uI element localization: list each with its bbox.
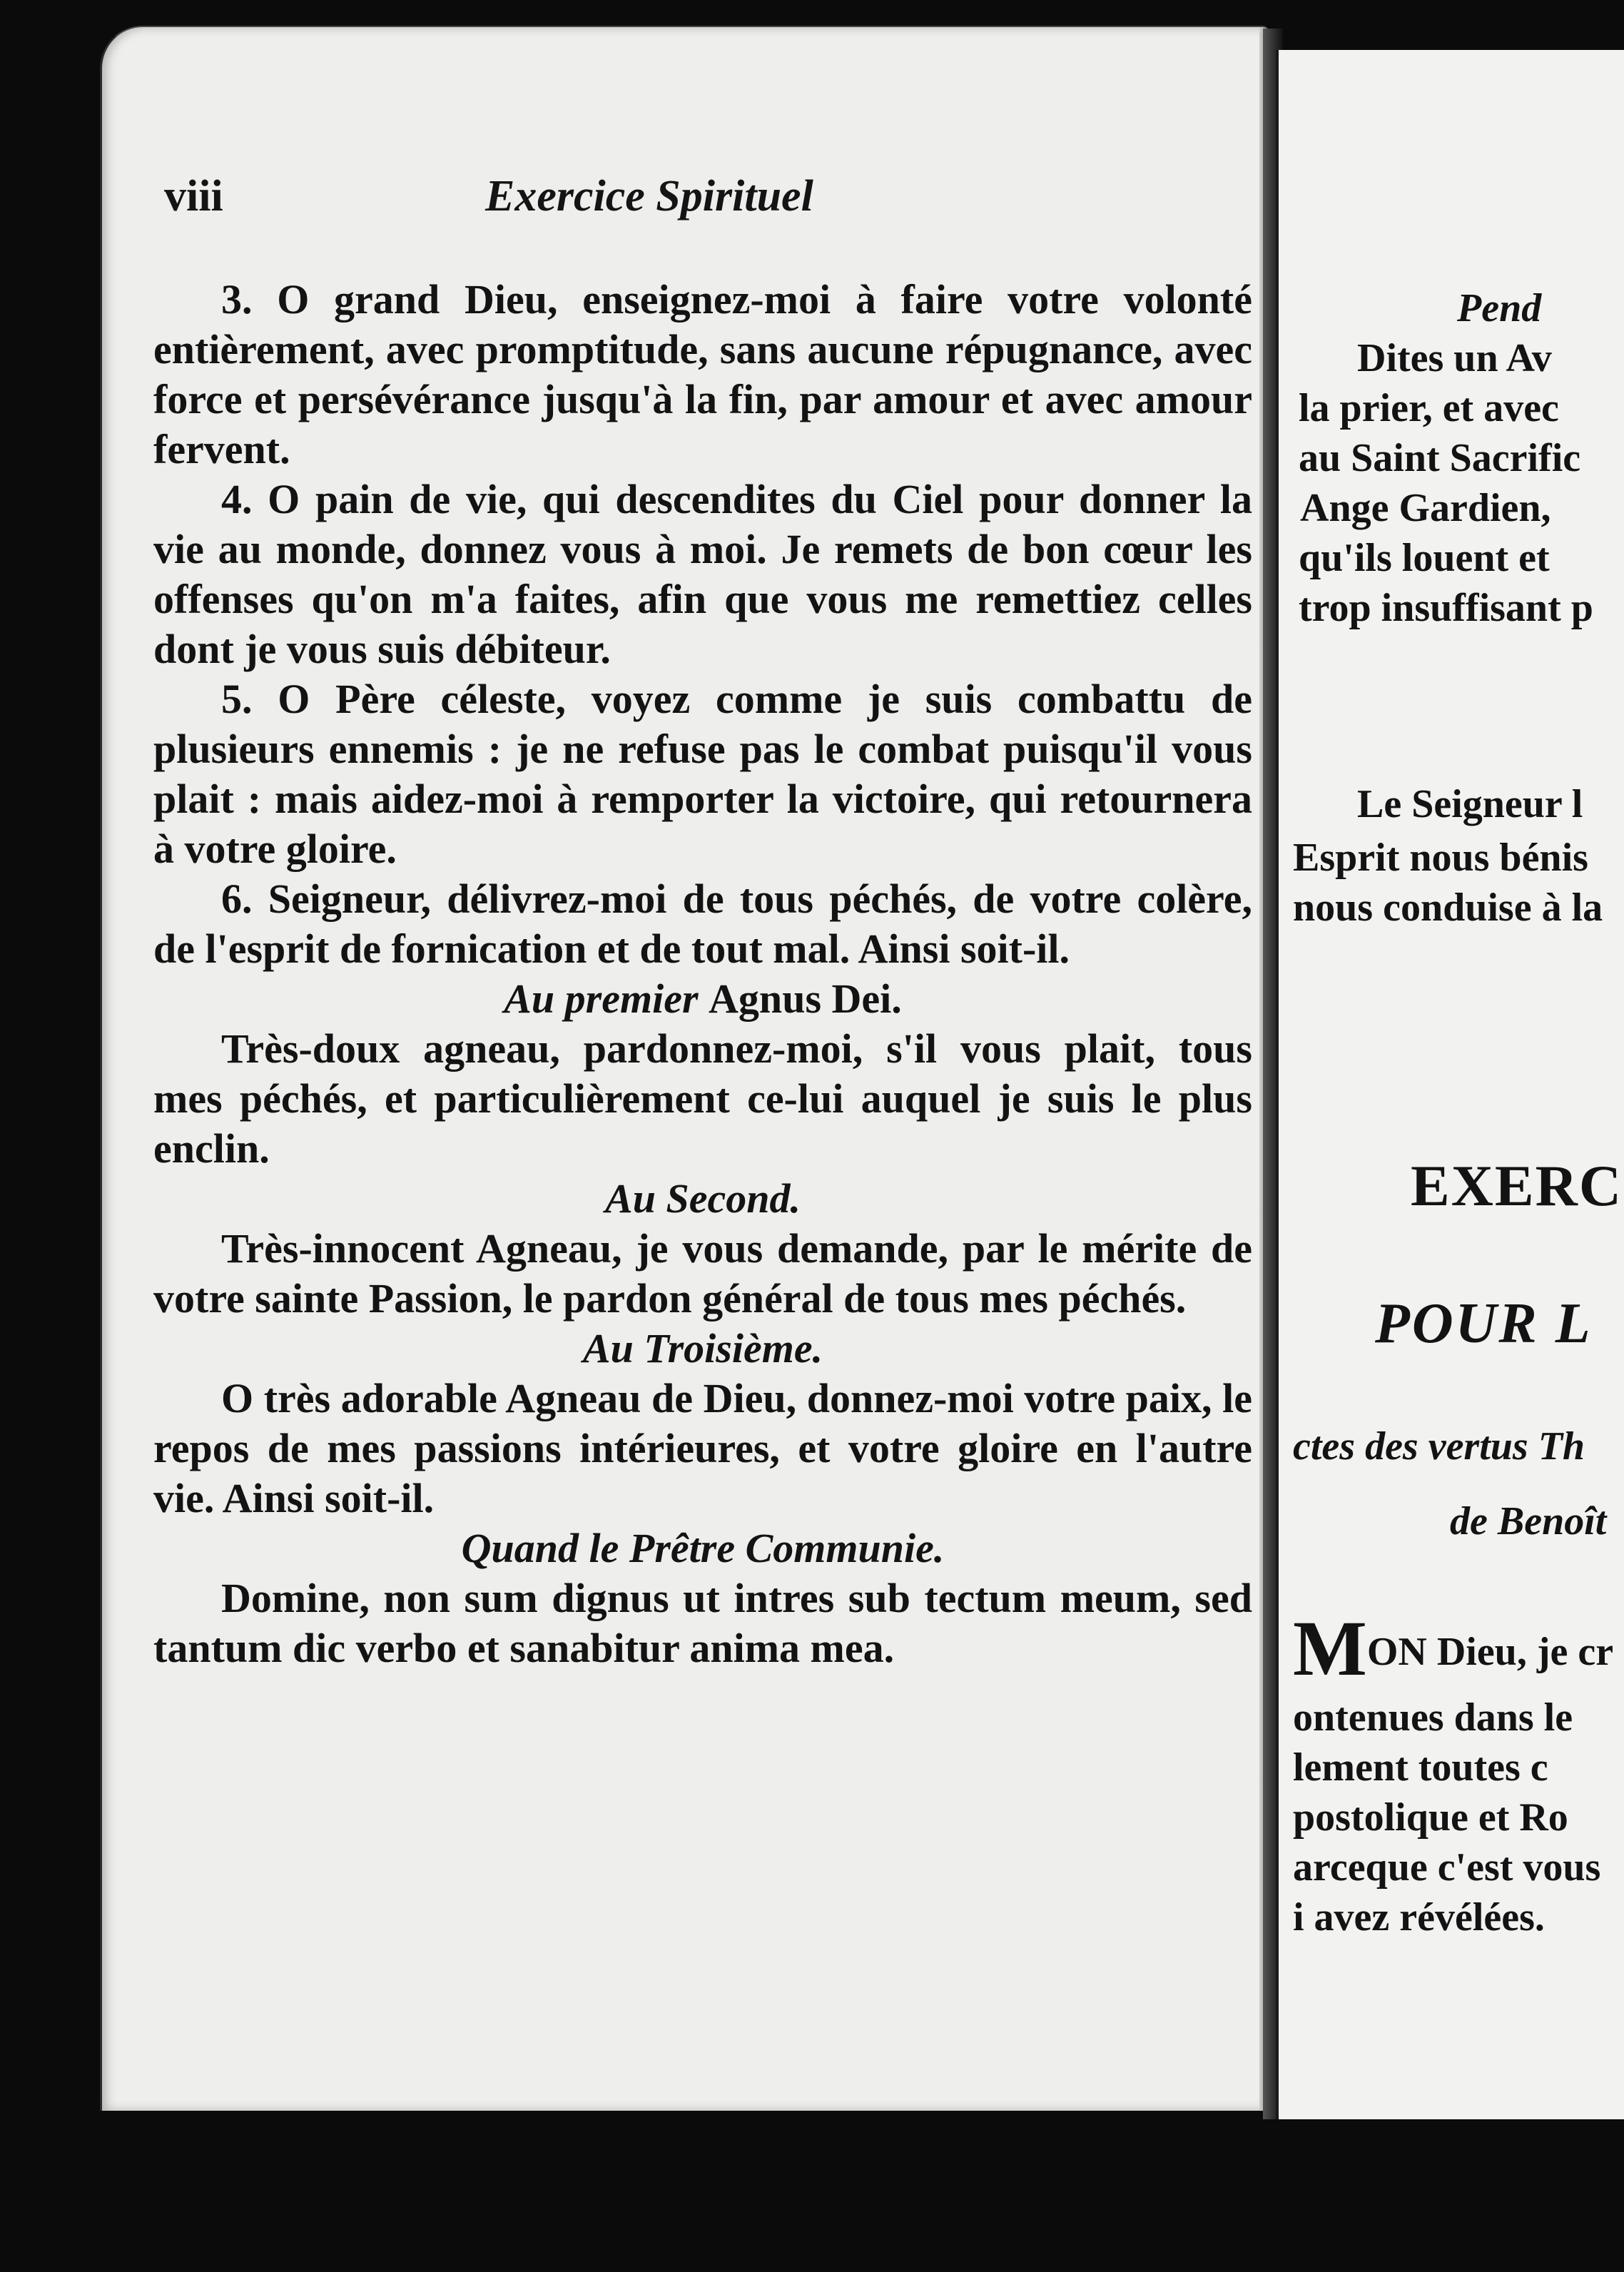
section-heading-plain: Agnus Dei. (709, 975, 902, 1022)
left-page-text (153, 275, 1252, 1673)
section-heading (153, 1324, 1252, 1374)
paragraph: 5. O Père céleste, voyez comme je suis combattu de plusieurs ennemis : je ne refuse pas le combat puisqu'il vous plait : mais aidez-moi à remporter la victoire, qui retournera à votre gloire. (153, 676, 1252, 872)
right-page-line: de Benoît (1450, 1499, 1607, 1543)
right-page-line: Esprit nous bénis (1293, 836, 1588, 880)
right-page-line: Dites un Av (1357, 336, 1552, 380)
running-head (164, 171, 1149, 235)
right-page-line: la prier, et avec (1299, 386, 1559, 430)
right-page-line: nous conduise à la (1293, 886, 1603, 930)
page-number: viii (164, 172, 223, 220)
section-heading-italic: Au premier (504, 975, 699, 1022)
right-page (1276, 50, 1624, 2119)
paragraph: O très adorable Agneau de Dieu, donnez-moi votre paix, le repos de mes passions intérieures, et votre gloire en l'autre vie. Ainsi soit-il. (153, 1375, 1252, 1521)
section-heading (153, 1523, 1252, 1573)
right-page-line: qu'ils louent et (1299, 536, 1550, 580)
right-page-line: trop insuffisant p (1299, 586, 1593, 630)
right-page-line: lement toutes c (1293, 1745, 1548, 1790)
running-title: Exercice Spirituel (485, 172, 813, 220)
paragraph: 6. Seigneur, délivrez-moi de tous péchés, de votre colère, de l'esprit de fornication et de tout mal. Ainsi soit-il. (153, 876, 1252, 972)
right-page-line: Pend (1457, 286, 1542, 330)
section-heading (153, 974, 1252, 1024)
right-page-line: POUR L (1375, 1292, 1593, 1355)
paragraph: 3. O grand Dieu, enseignez-moi à faire votre volonté entièrement, avec promptitude, sans aucune répugnance, avec force et persévérance jusqu'à la fin, par amour et avec amour fervent. (153, 276, 1252, 472)
right-page-line: ontenues dans le (1293, 1695, 1573, 1740)
paragraph: Très-doux agneau, pardonnez-moi, s'il vous plait, tous mes péchés, et particulièrement ce-lui auquel je suis le plus enclin. (153, 1025, 1252, 1172)
right-page-line-text: ON Dieu, je cr (1366, 1630, 1614, 1674)
section-heading (153, 1174, 1252, 1224)
right-page-line: au Saint Sacrific (1299, 436, 1581, 480)
paragraph: 4. O pain de vie, qui descendites du Ciel pour donner la vie au monde, donnez vous à moi. Je remets de bon cœur les offenses qu'on m'a faites, afin que vous me remettiez celles dont je vous suis débiteur. (153, 476, 1252, 672)
paragraph: Très-innocent Agneau, je vous demande, par le mérite de votre sainte Passion, le pardon général de tous mes péchés. (153, 1225, 1252, 1322)
section-heading-italic: Quand le Prêtre Communie. (461, 1525, 945, 1571)
paragraph: Domine, non sum dignus ut intres sub tectum meum, sed tantum dic verbo et sanabitur anima mea. (153, 1575, 1252, 1671)
right-page-line: i avez révélées. (1293, 1895, 1545, 1939)
right-page-line: Le Seigneur l (1357, 782, 1583, 826)
right-page-line: ctes des vertus Th (1293, 1424, 1585, 1469)
section-heading-italic: Au Second. (605, 1175, 801, 1222)
drop-cap: M (1293, 1605, 1367, 1692)
right-page-line: Ange Gardien, (1300, 486, 1551, 530)
section-heading-italic: Au Troisième. (582, 1325, 823, 1371)
right-page-line: postolique et Ro (1293, 1795, 1568, 1840)
right-page-line (1293, 1605, 1614, 1692)
right-page-line: EXERC (1411, 1153, 1623, 1218)
right-page-line: arceque c'est vous (1293, 1845, 1601, 1890)
